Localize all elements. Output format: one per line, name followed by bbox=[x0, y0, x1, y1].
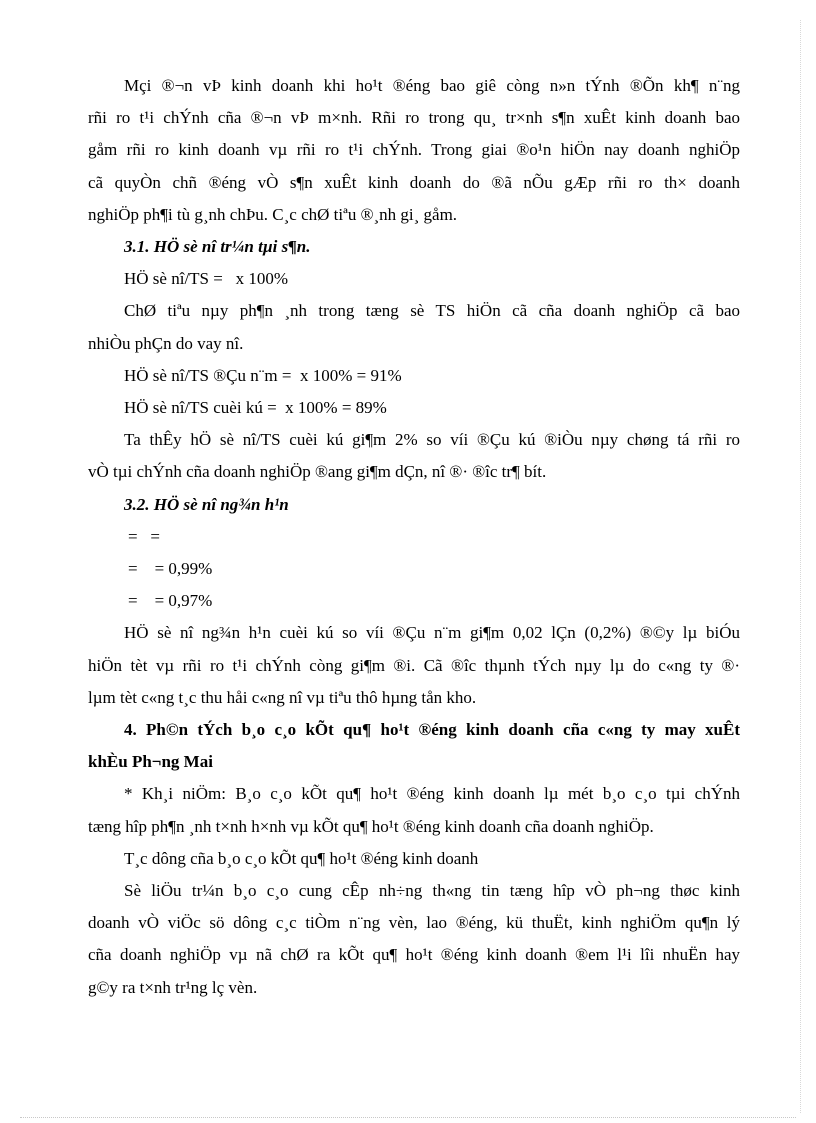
text-line: * Kh¸i niÖm: B¸o c¸o kÕt qu¶ ho¹t ®éng kinh doanh lµ mét b¸o c¸o tµi chÝnh bbox=[124, 784, 740, 804]
paragraph-definition bbox=[88, 778, 740, 842]
equation-line: = = 0,99% bbox=[128, 559, 213, 579]
text-line: Mçi ®¬n vÞ kinh doanh khi ho¹t ®éng bao giê còng n»n tÝnh ®Õn kh¶ n¨ng bbox=[124, 76, 740, 95]
text-line: HÖ sè nî ng¾n h¹n cuèi kú so víi ®Çu n¨m gi¶m 0,02 lÇn (0,2%) ®©y lµ biÓu bbox=[124, 623, 740, 643]
line-report-purpose: T¸c dông cña b¸o c¸o kÕt qu¶ ho¹t ®éng kinh doanh bbox=[124, 848, 479, 868]
text-line: nghiÖp ph¶i tù g¸nh chÞu. C¸c chØ tiªu ®¸nh gi¸ gåm. bbox=[88, 204, 458, 224]
paragraph-report-data bbox=[88, 875, 740, 1004]
paragraph-debt-ratio-meaning bbox=[88, 295, 740, 359]
equation-line: = = bbox=[128, 526, 160, 546]
text-line: vÒ tµi chÝnh cña doanh nghiÖp ®ang gi¶m dÇn, nî ®· ®îc tr¶ bít. bbox=[88, 462, 547, 482]
text-line: rñi ro t¹i chÝnh cña ®¬n vÞ m×nh. Rñi ro trong qu¸ tr×nh s¶n xuÊt kinh doanh bao bbox=[88, 108, 740, 128]
page-edge-rule bbox=[800, 20, 801, 1113]
page-footer-rule bbox=[20, 1117, 796, 1118]
paragraph-risk-intro bbox=[88, 70, 740, 231]
heading-3-2: 3.2. HÖ sè nî ng¾n h¹n bbox=[124, 494, 289, 514]
text-line: khÈu Ph¬ng Mai bbox=[88, 752, 213, 772]
calc-debt-ratio-end: HÖ sè nî/TS cuèi kú = x 100% = 89% bbox=[124, 398, 387, 418]
text-line: doanh vÒ viÖc sö dông c¸c tiÒm n¨ng vèn, lao ®éng, kü thuËt, kinh nghiÖm qu¶n lý bbox=[88, 913, 740, 933]
text-line: g©y ra t×nh tr¹ng lç vèn. bbox=[88, 977, 258, 997]
text-line: lµm tèt c«ng t¸c thu håi c«ng nî vµ tiªu thô hµng tån kho. bbox=[88, 687, 477, 707]
text-line: ChØ tiªu nµy ph¶n ¸nh trong tæng sè TS hiÖn cã cña doanh nghiÖp cã bao bbox=[124, 301, 740, 321]
text-line: gåm rñi ro kinh doanh vµ rñi ro t¹i chÝnh. Trong giai ®o¹n hiÖn nay doanh nghiÖp bbox=[88, 140, 740, 160]
text-line: tæng hîp ph¶n ¸nh t×nh h×nh vµ kÕt qu¶ ho¹t ®éng kinh doanh cña doanh nghiÖp. bbox=[88, 816, 654, 836]
paragraph-short-term-analysis bbox=[88, 617, 740, 714]
paragraph-debt-ratio-analysis bbox=[88, 424, 740, 488]
text-line: hiÖn tèt vµ rñi ro t¹i chÝnh còng gi¶m ®i. Cã ®îc thµnh tÝch nµy lµ do c«ng ty ®· bbox=[88, 655, 740, 675]
equation-line: = = 0,97% bbox=[128, 591, 213, 611]
calc-debt-ratio-start: HÖ sè nî/TS ®Çu n¨m = x 100% = 91% bbox=[124, 365, 402, 385]
heading-4 bbox=[88, 714, 740, 778]
heading-3-1: 3.1. HÖ sè nî tr¼n tµi s¶n. bbox=[124, 237, 311, 257]
text-line: nhiÒu phÇn do vay nî. bbox=[88, 333, 244, 353]
text-line: Ta thÊy hÖ sè nî/TS cuèi kú gi¶m 2% so víi ®Çu kú ®iÒu nµy chøng tá rñi ro bbox=[124, 430, 740, 450]
text-line: 4. Ph©n tÝch b¸o c¸o kÕt qu¶ ho¹t ®éng kinh doanh cña c«ng ty may xuÊt bbox=[124, 720, 740, 740]
text-line: Sè liÖu tr¼n b¸o c¸o cung cÊp nh÷ng th«ng tin tæng hîp vÒ ph¬ng thøc kinh bbox=[124, 881, 740, 901]
formula-debt-ratio: HÖ sè nî/TS = x 100% bbox=[124, 269, 288, 289]
text-line: cã quyÒn chñ ®éng vÒ s¶n xuÊt kinh doanh do ®ã nÕu gÆp rñi ro th× doanh bbox=[88, 172, 740, 192]
text-line: cña doanh nghiÖp vµ nã chØ ra kÕt qu¶ ho¹t ®éng kinh doanh ®em l¹i lîi nhuËn hay bbox=[88, 945, 740, 965]
